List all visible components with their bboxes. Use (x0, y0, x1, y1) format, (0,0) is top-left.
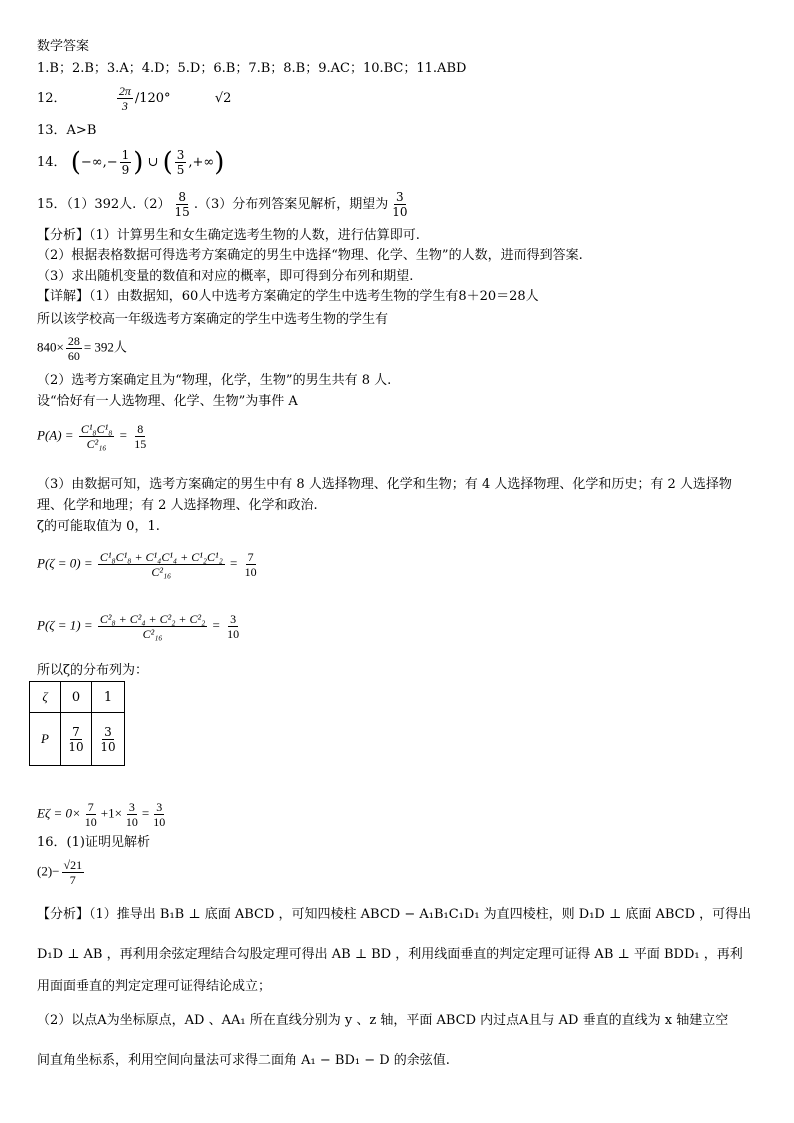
table-cell: 0 (61, 682, 92, 713)
q14-union: ∪ (147, 155, 159, 170)
detail15-calc: 840× $\frac{28}{60}$ = 392人 (37, 334, 127, 363)
page-title: 数学答案 (37, 39, 90, 54)
detail15-line9: 所以ζ的分布列为： (37, 663, 149, 678)
analysis15-line1: 【分析】（1）计算男生和女生确定选考生物的人数，进行估算即可. (37, 228, 420, 243)
q14-answer: 14． (−∞,− $\frac{1}{9}$ ) ∪ ( $\frac{3}{5}$ ,+∞) (37, 147, 225, 178)
q12-extra: √2 (214, 91, 232, 106)
detail15-line4: （2）选考方案确定且为“物理，化学，生物”的男生共有 8 人. (37, 373, 392, 388)
q14-label: 14． (37, 155, 67, 170)
q16-line1: 16．(1)证明见解析 (37, 835, 150, 850)
q16-analysis-line3: 用面面垂直的判定定理可证得结论成立； (37, 979, 272, 994)
q12-tail: /120° (134, 91, 171, 106)
q12-fraction (117, 84, 133, 113)
p0-formula: P(ζ = 0) = $\frac{\text{C¹₈C¹₈ + C¹₄C¹₄ + C¹₂C¹₂}}{\text{C²₁₆}}$ = $\frac{7}{10}$ (37, 550, 257, 579)
q16-analysis-line5: 间直角坐标系，利用空间向量法可求得二面角 A₁ − BD₁ − D 的余弦值. (37, 1053, 450, 1068)
q16-line2: (2)− $\frac{√21}{7}$ (37, 858, 83, 887)
q12-den: 3 (121, 99, 128, 113)
q12-answer (37, 84, 231, 113)
q16-analysis-line2: D₁D ⊥ AB ，再利用余弦定理结合勾股定理可得出 AB ⊥ BD ，利用线面垂直的判定定理可证得 AB ⊥ 平面 BDD₁ ，再利 (37, 947, 743, 962)
table-row (30, 713, 125, 766)
q14-frac1: $\frac{1}{9}$ (121, 148, 130, 177)
detail15-line5: 设“恰好有一人选物理、化学、生物”为事件 A (37, 394, 298, 409)
detail15-line6: （3）由数据可知，选考方案确定的男生中有 8 人选择物理、化学和生物；有 4 人选择物理、化学和历史；有 2 人选择物 (37, 477, 732, 492)
detail15-line1: 【详解】（1）由数据知，60人中选考方案确定的学生中选考生物的学生有8＋20＝28人 (37, 289, 539, 304)
table-cell: $\frac{3}{10}$ (92, 713, 125, 766)
q15-frac2: $\frac{3}{10}$ (392, 190, 408, 219)
q16-analysis-line4: （2）以点A为坐标原点，AD 、AA₁ 所在直线分别为 y 、z 轴，平面 ABCD 内过点A且与 AD 垂直的直线为 x 轴建立空 (37, 1013, 729, 1028)
q12-label: 12． (37, 91, 67, 106)
table-row (30, 682, 125, 713)
detail15-line2: 所以该学校高一年级选考方案确定的学生中选考生物的学生有 (37, 312, 389, 327)
mc-answers: 1.B；2.B；3.A；4.D；5.D；6.B；7.B；8.B；9.AC；10.BC；11.ABD (37, 61, 467, 76)
q14-part1: −∞,− (80, 155, 118, 170)
q14-part2: ,+∞ (188, 155, 215, 170)
expectation-formula: Eζ = 0× $\frac{7}{10}$ +1× $\frac{3}{10}$ = $\frac{3}{10}$ (37, 800, 166, 829)
detail15-line7: 理、化学和地理；有 2 人选择物理、化学和政治. (37, 498, 318, 513)
p1-formula: P(ζ = 1) = $\frac{\text{C²₈ + C²₄ + C²₂ + C²₂}}{\text{C²₁₆}}$ = $\frac{3}{10}$ (37, 612, 240, 641)
table-cell: P (30, 713, 61, 766)
analysis15-line3: （3）求出随机变量的数值和对应的概率，即可得到分布列和期望. (37, 269, 414, 284)
q15-answer: 15．（1）392人.（2） $\frac{8}{15}$ .（3）分布列答案见解析，期望为 $\frac{3}{10}$ (37, 190, 408, 219)
q12-num: 2π (118, 84, 131, 98)
distribution-table (29, 681, 125, 766)
q15-frac1: $\frac{8}{15}$ (174, 190, 190, 219)
q14-frac2: $\frac{3}{5}$ (176, 148, 185, 177)
pa-formula: P(A) = $\frac{\text{C¹₈C¹₈}}{\text{C²₁₆}}$ = $\frac{8}{15}$ (37, 422, 147, 451)
table-cell: $\frac{7}{10}$ (61, 713, 92, 766)
detail15-line8: ζ的可能取值为 0，1. (37, 519, 160, 534)
q13-answer: 13．A>B (37, 123, 97, 138)
table-cell: ζ (30, 682, 61, 713)
table-cell: 1 (92, 682, 125, 713)
analysis15-line2: （2）根据表格数据可得选考方案确定的男生中选择“物理、化学、生物”的人数，进而得到答案. (37, 248, 583, 263)
q16-analysis-line1: 【分析】（1）推导出 B₁B ⊥ 底面 ABCD ，可知四棱柱 ABCD − A₁B₁C₁D₁ 为直四棱柱，则 D₁D ⊥ 底面 ABCD ，可得出 (37, 907, 752, 922)
